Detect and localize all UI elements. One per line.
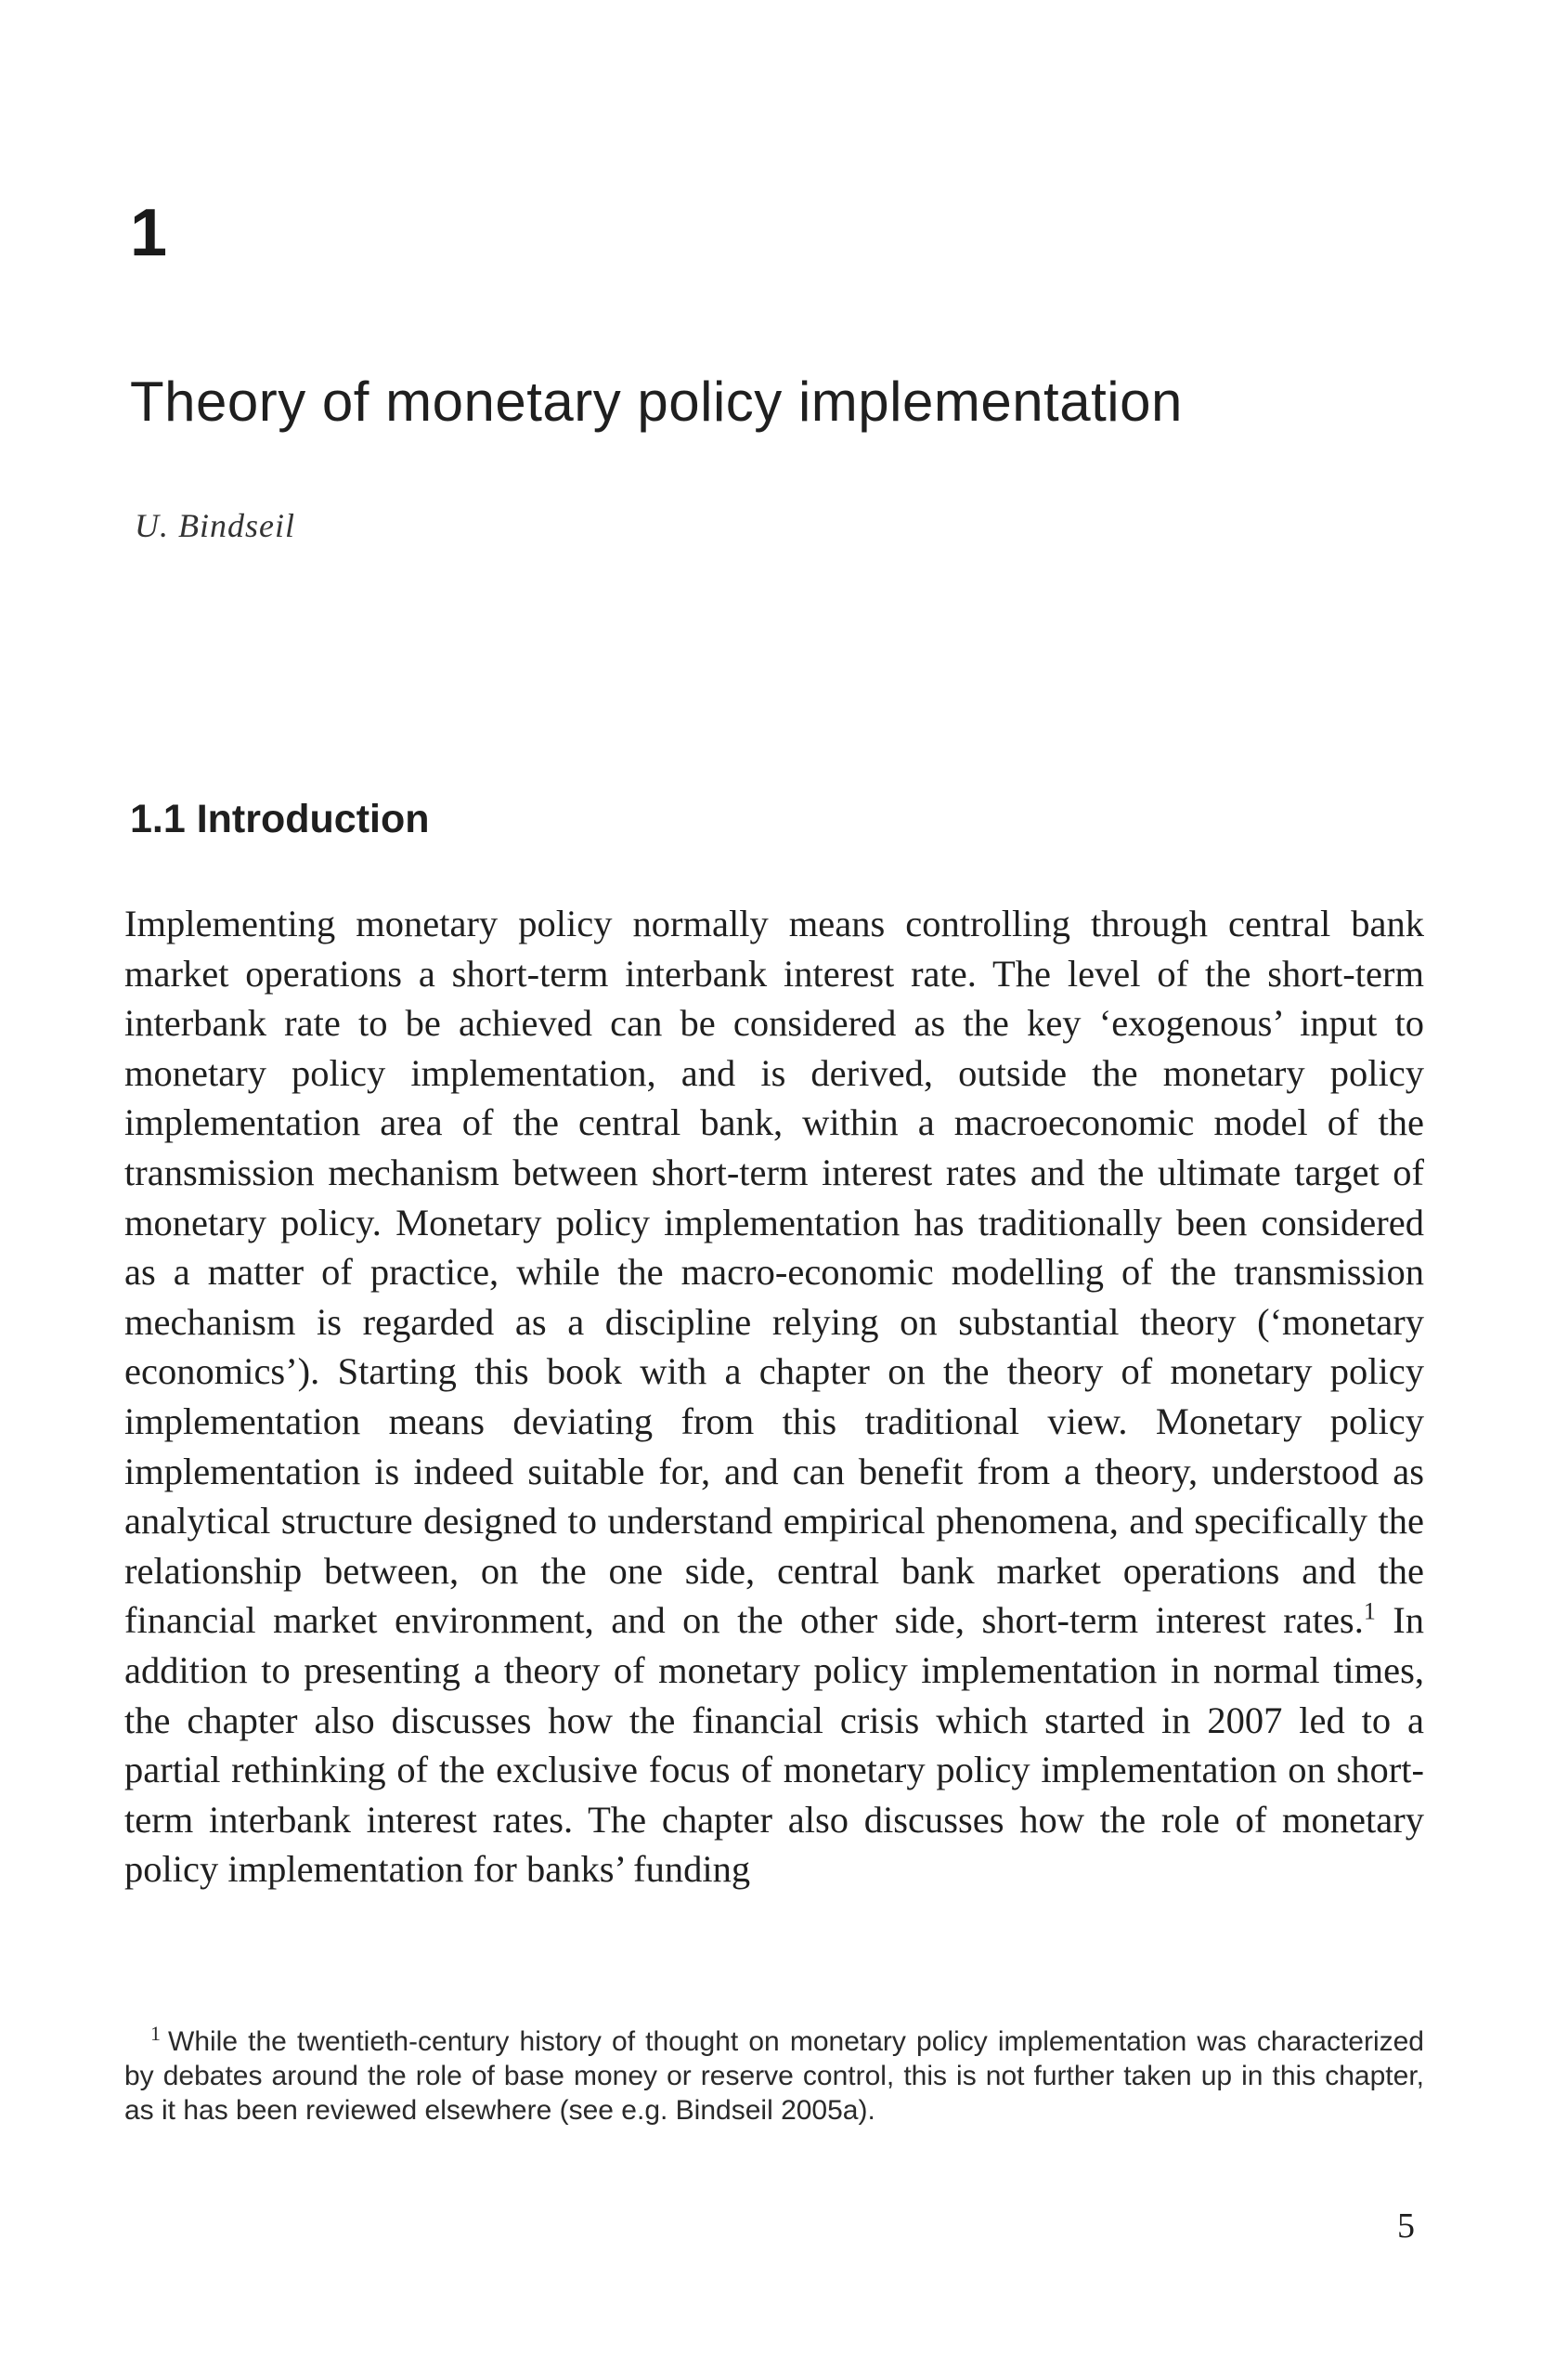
author-name: U. Bindseil [135,507,295,544]
footnote-reference: 1 [1363,1597,1376,1625]
chapter-title: Theory of monetary policy implementation [130,371,1183,433]
body-text-part-1: Implementing monetary policy normally means controlling through central bank market operations a short-term interbank interest rate. The level of the short-term interbank rate to be achieved can be considered as the key ‘exogenous’ input to monetary policy implementation, and is derived, outside the monetary policy implementation area of the central bank, within a macroeconomic model of the transmission mechanism between short-term interest rates and the ultimate target of monetary policy. Monetary policy implementation has traditionally been considered as a matter of practice, while the macro-economic modelling of the transmission mechanism is regarded as a discipline relying on substantial theory (‘monetary economics’). Starting this book with a chapter on the theory of monetary policy implementation means deviating from this traditional view. Monetary policy implementation is indeed suitable for, and can benefit from a theory, understood as analytical structure designed to understand empirical phenomena, and specifically the relationship between, on the one side, central bank market operations and the financial market environment, and on the other side, short-term interest rates. [124,903,1424,1642]
body-paragraph [124,899,1424,1894]
section-heading: 1.1 Introduction [130,797,430,841]
footnote-text: While the twentieth-century history of thought on monetary policy implementation was characterized by debates around the role of base money or reserve control, this is not further taken up in this chapter, as it has been reviewed elsewhere (see e.g. Bindseil 2005a). [124,2026,1424,2126]
footnote [124,2024,1424,2128]
body-text-part-2: In addition to presenting a theory of monetary policy implementation in normal times, the chapter also discusses how the financial crisis which started in 2007 led to a partial rethinking of the exclusive focus of monetary policy implementation on short-term interbank interest rates. The chapter also discusses how the role of monetary policy implementation for banks’ funding [124,1599,1425,1891]
page-number: 5 [1397,2206,1415,2245]
chapter-number: 1 [130,196,168,270]
footnote-mark: 1 [150,2022,161,2045]
